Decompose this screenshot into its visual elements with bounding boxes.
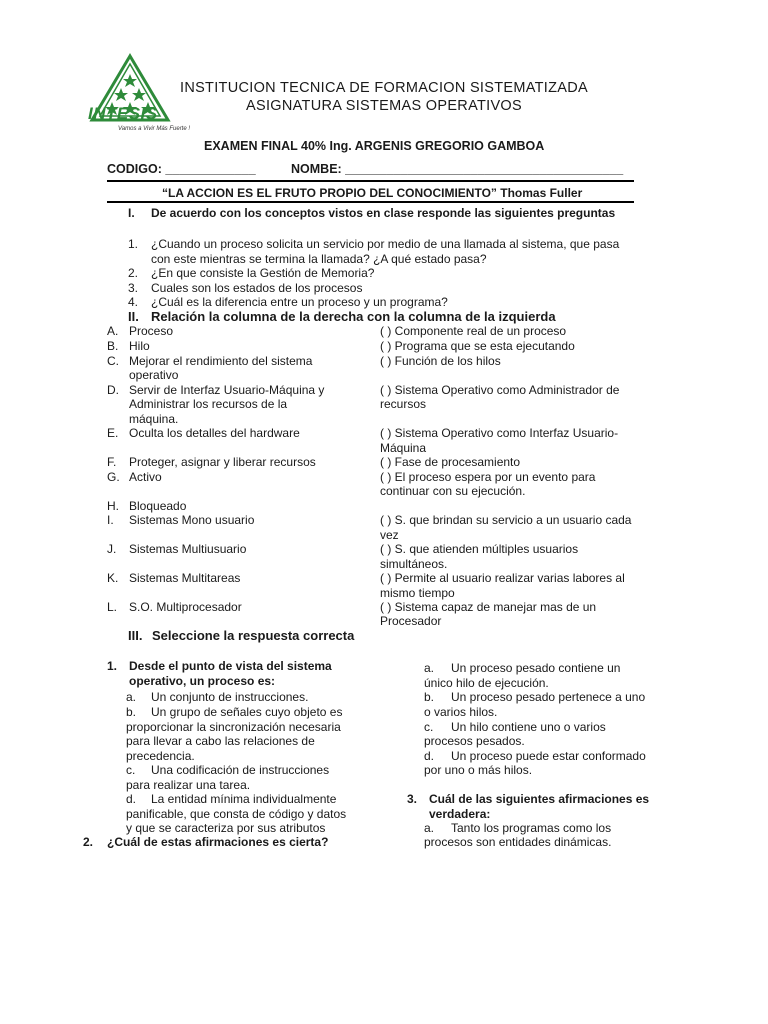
right-item-text: continuar con su ejecución. (380, 484, 526, 498)
option-text[interactable]: Un grupo de señales cuyo objeto es (151, 705, 343, 719)
codigo-field[interactable]: CODIGO: _____________ (107, 162, 256, 176)
left-item-text: operativo (129, 368, 179, 382)
right-item-text[interactable]: ( ) Sistema Operativo como Administrador de (380, 382, 620, 397)
section-3-title: Seleccione la respuesta correcta (152, 628, 355, 643)
question-1-title: operativo, un proceso es: (129, 673, 276, 688)
section-2-number: II. (128, 309, 139, 324)
question-number: 3. (128, 280, 139, 295)
section-1-title: De acuerdo con los conceptos vistos en clase responde las siguientes preguntas (151, 206, 616, 220)
section-1-number: I. (128, 206, 135, 220)
right-item-text[interactable]: ( ) Componente real de un proceso (380, 324, 567, 338)
option-text: proporcionar la sincronización necesaria (126, 719, 341, 734)
option-text: para realizar una tarea. (126, 777, 251, 792)
option-text[interactable]: Una codificación de instrucciones (151, 763, 330, 777)
option-text[interactable]: Un proceso pesado contiene un (451, 661, 621, 675)
option-letter[interactable]: d. (126, 792, 137, 806)
header-rule-top (107, 180, 634, 182)
option-text: procesos pesados. (424, 734, 525, 748)
left-item-text: Proteger, asignar y liberar recursos (129, 455, 316, 469)
question-text: ¿Cuando un proceso solicita un servicio por medio de una llamada al sistema, que pasa (151, 237, 620, 251)
left-item-letter: K. (107, 571, 119, 585)
left-item-text: Activo (129, 469, 162, 484)
right-item-text: Procesador (380, 614, 442, 628)
left-item-text: S.O. Multiprocesador (129, 599, 242, 614)
question-3-title: Cuál de las siguientes afirmaciones es (429, 792, 650, 806)
left-item-text: Bloqueado (129, 498, 187, 513)
question-number: 1. (128, 237, 139, 251)
option-text[interactable]: Tanto los programas como los (451, 821, 612, 835)
left-item-text: Servir de Interfaz Usuario-Máquina y (129, 382, 325, 397)
right-item-text[interactable]: ( ) Programa que se esta ejecutando (380, 339, 575, 353)
right-item-text[interactable]: ( ) S. que atienden múltiples usuarios (380, 542, 579, 556)
right-item-text[interactable]: ( ) Sistema Operativo como Interfaz Usuario- (380, 426, 619, 440)
right-item-text: mismo tiempo (380, 585, 455, 600)
option-letter[interactable]: b. (126, 705, 137, 719)
institution-title: INSTITUCION TECNICA DE FORMACION SISTEMATIZADA (179, 80, 588, 96)
left-item-text: Hilo (129, 339, 150, 353)
right-item-text[interactable]: ( ) S. que brindan su servicio a un usuario cada (380, 513, 632, 527)
option-letter[interactable]: a. (424, 821, 435, 835)
right-item-text[interactable]: ( ) Permite al usuario realizar varias labores al (380, 571, 625, 585)
left-item-letter: C. (107, 353, 119, 368)
option-letter[interactable]: b. (424, 690, 435, 704)
logo-wordmark: INTESIS (88, 104, 158, 123)
option-text: o varios hilos. (424, 704, 498, 719)
question-number: 2. (128, 266, 139, 280)
right-item-text[interactable]: ( ) El proceso espera por un evento para (380, 469, 596, 484)
option-text[interactable]: Un conjunto de instrucciones. (151, 690, 309, 704)
option-text: y que se caracteriza por sus atributos (126, 821, 326, 835)
left-item-letter: E. (107, 426, 119, 440)
question-text: con este mientras se termina la llamada? ¿A qué estado pasa? (151, 251, 487, 266)
question-text: Cuales son los estados de los procesos (151, 280, 363, 295)
left-item-text: Administrar los recursos de la (129, 397, 288, 411)
left-item-text: máquina. (129, 411, 179, 426)
right-item-text[interactable]: ( ) Sistema capaz de manejar mas de un (380, 599, 597, 614)
option-text: procesos son entidades dinámicas. (424, 835, 612, 849)
right-item-text: recursos (380, 397, 427, 411)
course-title: ASIGNATURA SISTEMAS OPERATIVOS (246, 98, 522, 114)
right-item-text[interactable]: ( ) Fase de procesamiento (380, 455, 521, 469)
right-item-text: vez (380, 527, 399, 542)
option-text: único hilo de ejecución. (424, 675, 549, 690)
left-item-text: Sistemas Multitareas (129, 571, 241, 585)
option-text[interactable]: La entidad mínima individualmente (151, 792, 337, 806)
question-1-number: 1. (107, 659, 118, 673)
option-text: por uno o más hilos. (424, 763, 533, 777)
option-text[interactable]: Un proceso pesado pertenece a uno (451, 690, 646, 704)
section-2-title: Relación la columna de la derecha con la columna de la izquierda (151, 309, 556, 324)
question-1-title: Desde el punto de vista del sistema (129, 659, 332, 673)
left-item-text: Sistemas Multiusuario (129, 542, 247, 556)
question-3-number: 3. (407, 792, 418, 806)
quote: “LA ACCION ES EL FRUTO PROPIO DEL CONOCIMIENTO” Thomas Fuller (162, 186, 583, 200)
right-item-text: Máquina (380, 440, 427, 455)
left-item-letter: L. (107, 599, 118, 614)
header-rule-bottom (107, 201, 634, 203)
left-item-text: Mejorar el rendimiento del sistema (129, 353, 313, 368)
option-text: panificable, que consta de código y datos (126, 806, 347, 821)
option-text: para llevar a cabo las relaciones de (126, 734, 315, 748)
option-letter[interactable]: c. (424, 719, 434, 734)
question-2-number: 2. (83, 835, 94, 849)
left-item-letter: D. (107, 382, 119, 397)
left-item-letter: I. (107, 513, 114, 527)
option-letter[interactable]: a. (126, 690, 137, 704)
exam-line: EXAMEN FINAL 40% Ing. ARGENIS GREGORIO GAMBOA (204, 139, 545, 153)
question-3-title: verdadera: (429, 806, 491, 821)
left-item-text: Proceso (129, 324, 174, 338)
option-letter[interactable]: d. (424, 748, 435, 763)
right-item-text: simultáneos. (380, 556, 448, 571)
option-text[interactable]: Un hilo contiene uno o varios (451, 719, 606, 734)
logo-tagline: Vamos a Vivir Más Fuerte ! (118, 126, 191, 132)
left-item-letter: B. (107, 339, 119, 353)
left-item-letter: H. (107, 498, 119, 513)
nombre-field[interactable]: NOMBE: ________________________________________ (291, 162, 624, 176)
left-item-letter: G. (107, 469, 120, 484)
option-letter[interactable]: c. (126, 763, 136, 777)
question-number: 4. (128, 295, 139, 309)
left-item-text: Oculta los detalles del hardware (129, 426, 300, 440)
left-item-letter: A. (107, 324, 119, 338)
left-item-letter: J. (107, 542, 117, 556)
question-text: ¿Cuál es la diferencia entre un proceso y un programa? (151, 295, 448, 309)
option-text: precedencia. (126, 748, 195, 763)
right-item-text[interactable]: ( ) Función de los hilos (380, 353, 501, 368)
section-3-number: III. (128, 628, 143, 643)
left-item-letter: F. (107, 455, 117, 469)
option-letter[interactable]: a. (424, 661, 435, 675)
question-2-title: ¿Cuál de estas afirmaciones es cierta? (107, 835, 329, 849)
option-text[interactable]: Un proceso puede estar conformado (451, 748, 646, 763)
question-text: ¿En que consiste la Gestión de Memoria? (151, 266, 375, 280)
left-item-text: Sistemas Mono usuario (129, 513, 255, 527)
